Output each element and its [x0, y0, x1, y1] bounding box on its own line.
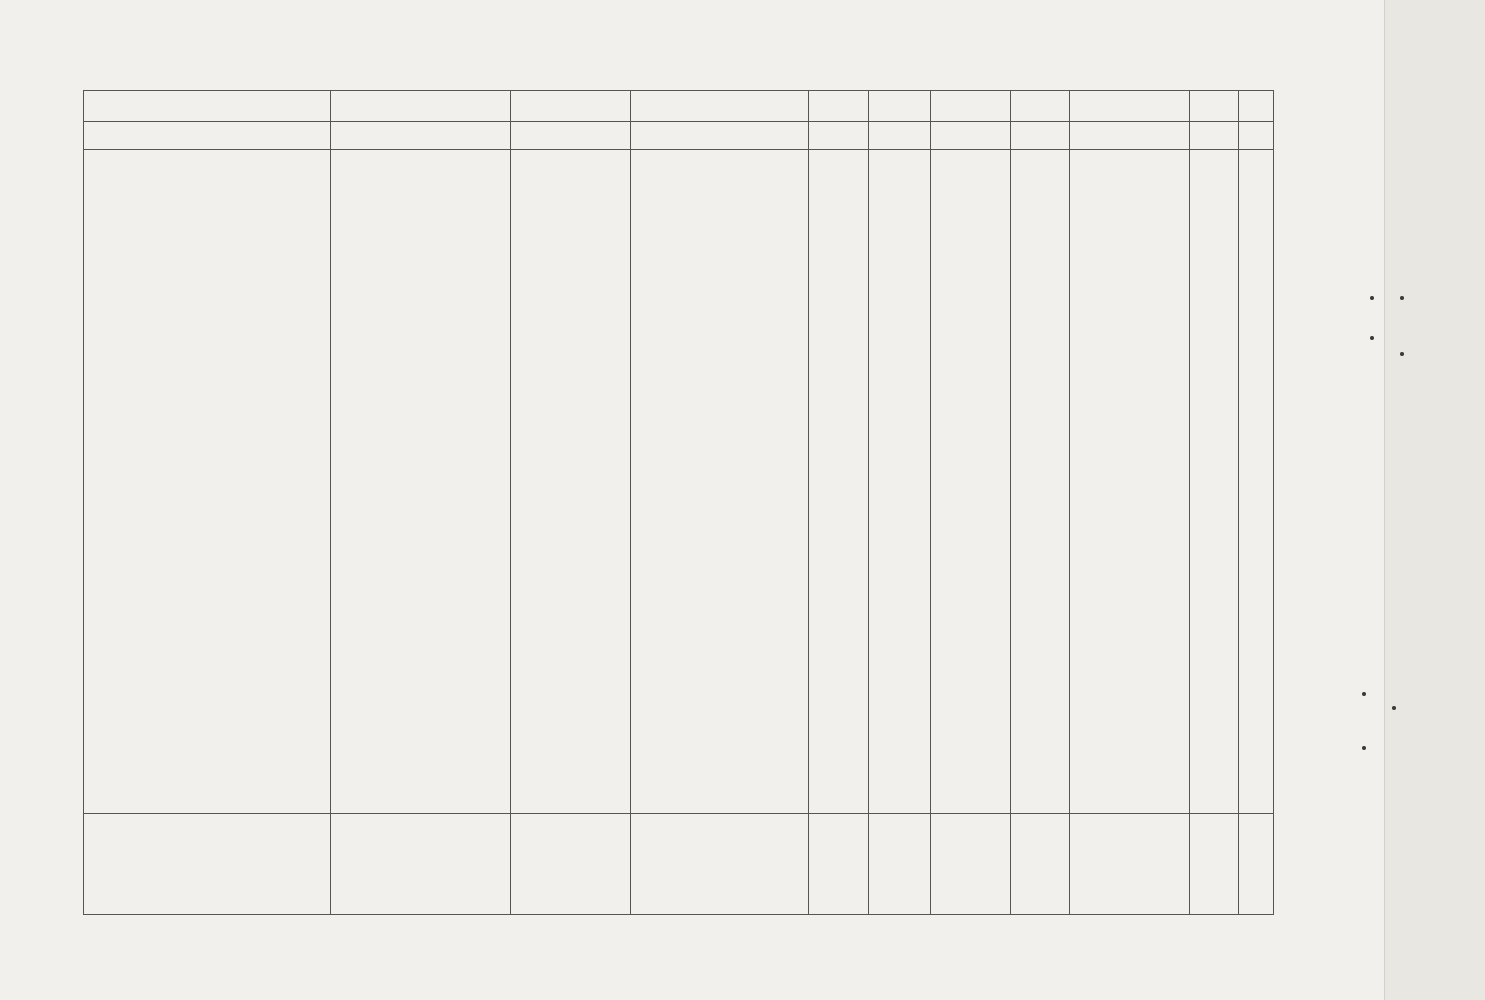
- row-line: [210, 122, 330, 150]
- question-text: [936, 155, 1004, 813]
- row-page: [808, 93, 868, 121]
- question-text: [874, 155, 924, 813]
- question-text: [814, 155, 862, 813]
- row-page: [84, 93, 210, 121]
- row-line: [1189, 122, 1238, 150]
- question-text: [90, 155, 204, 813]
- binder-hole: [1400, 352, 1404, 356]
- row-line: [630, 122, 808, 150]
- binder-hole: [1392, 706, 1396, 710]
- row-line: [330, 122, 510, 150]
- column-divider: [1010, 91, 1011, 914]
- column-divider: [330, 91, 331, 914]
- row-line: [1010, 122, 1069, 150]
- row-line: [510, 122, 630, 150]
- row-line: [1069, 122, 1189, 150]
- binder-hole: [1370, 296, 1374, 300]
- column-divider: [630, 91, 631, 914]
- row-page: [1189, 93, 1238, 121]
- row-page: [1010, 93, 1069, 121]
- question-text: [1195, 155, 1232, 813]
- column-divider: [510, 91, 511, 914]
- row-line: [930, 122, 1010, 150]
- row-page: [630, 93, 808, 121]
- row-page: [330, 93, 510, 121]
- column-divider: [808, 91, 809, 914]
- question-text: [336, 155, 504, 813]
- column-divider: [868, 91, 869, 914]
- row-page: [1069, 93, 1189, 121]
- question-table: [83, 90, 1274, 915]
- question-text: [1075, 155, 1183, 813]
- row-line: [84, 122, 210, 150]
- binder-hole: [1362, 746, 1366, 750]
- question-text: [636, 155, 802, 813]
- binder-hole: [1362, 692, 1366, 696]
- column-divider: [1189, 91, 1190, 914]
- row-page: [510, 93, 630, 121]
- column-divider: [930, 91, 931, 914]
- row-line: [808, 122, 868, 150]
- binder-hole: [1370, 336, 1374, 340]
- question-text: [1016, 155, 1063, 813]
- row-page: [210, 93, 330, 121]
- row-line: [868, 122, 930, 150]
- question-text: [516, 155, 624, 813]
- binder-hole: [1400, 296, 1404, 300]
- question-text: [216, 155, 324, 813]
- page-edge: [1384, 0, 1485, 1000]
- row-page: [930, 93, 1010, 121]
- column-divider: [1069, 91, 1070, 914]
- column-divider: [1238, 91, 1239, 914]
- row-page: [868, 93, 930, 121]
